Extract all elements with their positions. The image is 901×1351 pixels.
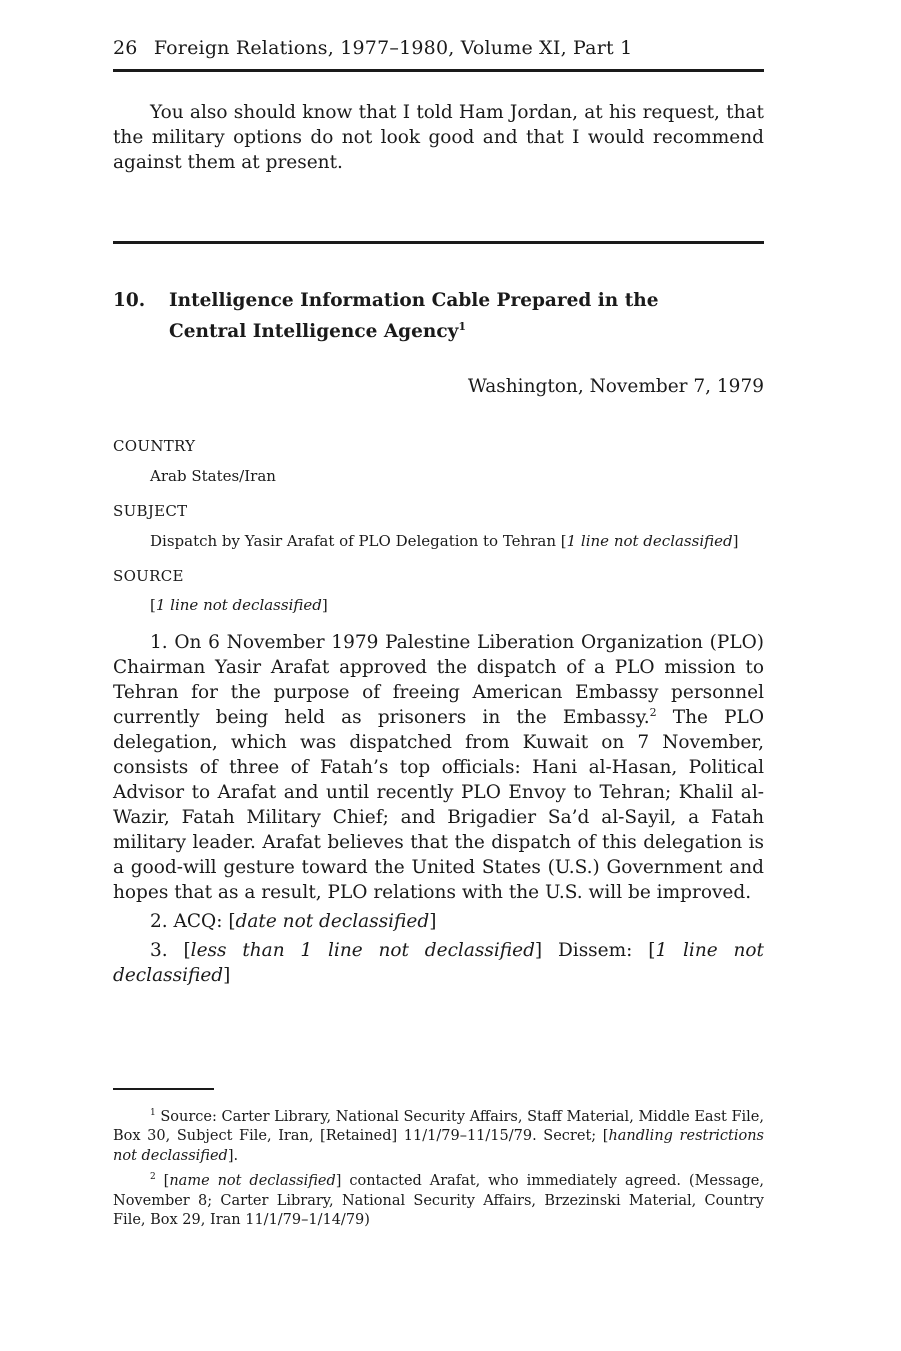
footnote-2-text: ] contacted Arafat, who immediately agreed. (Message, November 8; Carter Library, National Security Affairs, Brzezinski Material, Country File, Box 29, Iran 11/1/79–1/14/79) bbox=[113, 1173, 764, 1229]
footnotes bbox=[113, 1104, 764, 1233]
subject-text: Dispatch by Yasir Arafat of PLO Delegation to Tehran [ bbox=[150, 532, 567, 550]
running-title: Foreign Relations, 1977–1980, Volume XI, Part 1 bbox=[153, 37, 633, 59]
item-2-redaction: date not declassified bbox=[235, 911, 430, 932]
source-value bbox=[150, 596, 328, 614]
footnote-1-number: 1 bbox=[150, 1108, 156, 1118]
subject-value bbox=[150, 532, 738, 550]
item-3-redaction-1: less than 1 line not declassified bbox=[190, 940, 535, 961]
footnote-2 bbox=[113, 1168, 764, 1230]
footnote-2-number: 2 bbox=[150, 1172, 156, 1183]
dateline: Washington, November 7, 1979 bbox=[467, 376, 764, 397]
paragraph-1 bbox=[113, 630, 764, 905]
intro-paragraph: You also should know that I told Ham Jordan, at his request, that the military options do not look good and that I would recommend against them at present. bbox=[113, 102, 764, 173]
subject-redaction: 1 line not declassified bbox=[566, 532, 733, 550]
subject-label: SUBJECT bbox=[113, 502, 188, 520]
footnote-rule bbox=[113, 1088, 214, 1090]
item-2-close: ] bbox=[429, 911, 437, 932]
footnote-ref-2[interactable]: 2 bbox=[649, 705, 657, 719]
main-body bbox=[113, 630, 764, 988]
country-value: Arab States/Iran bbox=[150, 467, 276, 485]
item-3-prefix: 3. [ bbox=[150, 940, 191, 961]
section-divider bbox=[113, 241, 764, 244]
paragraph-1-text-a: 1. On 6 November 1979 Palestine Liberation Organization (PLO) Chairman Yasir Arafat approved the dispatch of a PLO mission to Tehran for the purpose of freeing American Embassy personnel currently being held as prisoners in the Embassy. bbox=[113, 632, 764, 728]
document-title: Intelligence Information Cable Prepared in the Central Intelligence Agency bbox=[169, 290, 659, 343]
footnote-1-redaction: handling restrictions not declassified bbox=[113, 1128, 764, 1164]
footnote-2-open: [ bbox=[155, 1173, 170, 1190]
source-redaction: 1 line not declassified bbox=[155, 596, 322, 614]
source-close: ] bbox=[321, 596, 328, 614]
document-title-wrap bbox=[169, 288, 729, 345]
document-page bbox=[113, 0, 764, 1351]
subject-close: ] bbox=[732, 532, 739, 550]
document-heading bbox=[113, 288, 764, 345]
document-number: 10. bbox=[113, 290, 146, 311]
item-2 bbox=[113, 909, 764, 934]
footnote-1 bbox=[113, 1104, 764, 1166]
item-3-mid: ] Dissem: [ bbox=[534, 940, 656, 961]
intro-section bbox=[113, 100, 764, 175]
source-label: SOURCE bbox=[113, 567, 184, 585]
item-3 bbox=[113, 938, 764, 988]
footnote-1-close: ]. bbox=[227, 1147, 239, 1164]
header-rule bbox=[113, 69, 764, 72]
item-3-close: ] bbox=[223, 965, 231, 986]
footnote-1-text: Source: Carter Library, National Security Affairs, Staff Material, Middle East File, Box 30, Subject File, Iran, [Retained] 11/1/79–11/15/79. Secret; [ bbox=[113, 1108, 764, 1145]
item-2-prefix: 2. ACQ: [ bbox=[150, 911, 236, 932]
country-label: COUNTRY bbox=[113, 437, 196, 455]
footnote-2-redaction: name not declassified bbox=[169, 1173, 336, 1190]
title-footnote-ref[interactable]: 1 bbox=[458, 320, 467, 333]
paragraph-1-text-b: The PLO delegation, which was dispatched from Kuwait on 7 November, consists of three of Fatah’s top officials: Hani al-Hasan, Political Advisor to Arafat and until recently PLO Envoy to Tehran; Khalil al-Wazir, Fatah Military Chief; and Brigadier Sa’d al-Sayil, a Fatah military leader. Arafat believes that the dispatch of this delegation is a good-will gesture toward the United States (U.S.) Government and hopes that as a result, PLO relations with the U.S. will be improved. bbox=[113, 707, 765, 903]
running-header bbox=[113, 37, 764, 59]
page-number: 26 bbox=[113, 37, 138, 59]
source-open: [ bbox=[150, 596, 156, 614]
item-3-redaction-2: 1 line not declassified bbox=[113, 940, 764, 986]
